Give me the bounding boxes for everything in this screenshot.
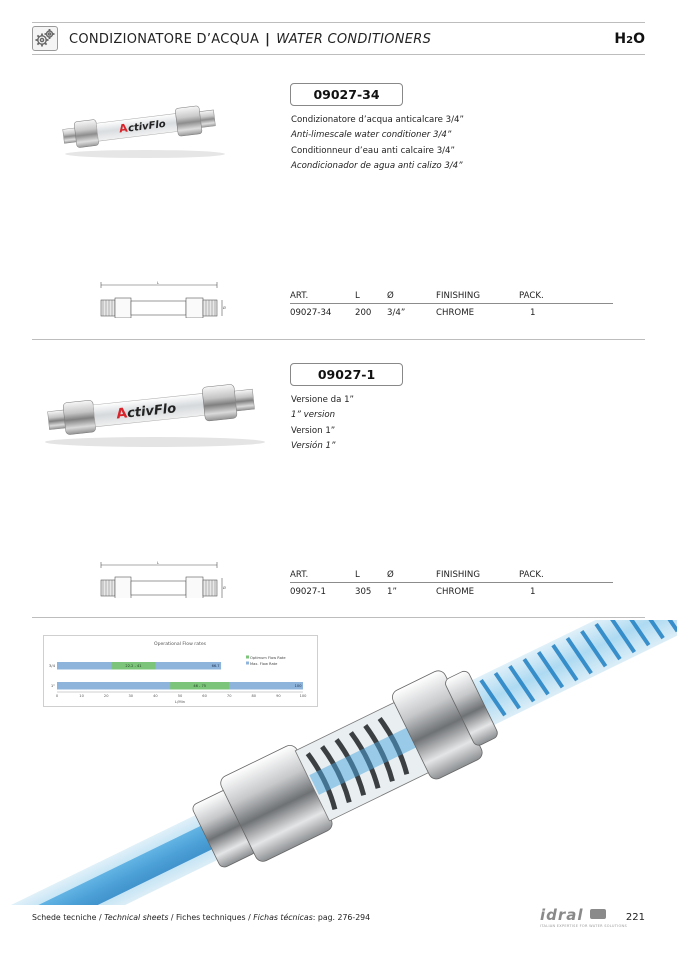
category-label: 3/4 — [48, 663, 55, 669]
h2o-badge: H2O — [614, 31, 645, 47]
description-spanish: Acondicionador de agua anti calizo 3/4” — [291, 161, 463, 172]
optimum-flow-label: 22.2 - 41 — [125, 664, 142, 669]
max-flow-label: 100 — [294, 684, 302, 689]
legend-optimum: Optimum Flow Rate — [250, 656, 286, 660]
idral-badge-icon — [590, 909, 606, 919]
description-french: Version 1” — [291, 425, 336, 436]
svg-text:A: A — [115, 405, 128, 423]
max-flow-label: 66.7 — [211, 664, 220, 669]
col-art: ART. — [290, 570, 309, 580]
legend-optimum-swatch — [246, 656, 249, 659]
description-italian: Versione da 1” — [291, 395, 354, 405]
idral-logo-text: idral — [540, 906, 584, 924]
legend-max-swatch — [246, 662, 249, 665]
x-tick-label: 70 — [226, 694, 232, 698]
col-length: L — [355, 291, 360, 301]
col-pack: PACK. — [519, 291, 544, 301]
page-title — [69, 32, 431, 47]
description-italian: Condizionatore d’acqua anticalcare 3/4” — [291, 115, 464, 125]
page-title-italian: CONDIZIONATORE D’ACQUA — [69, 32, 260, 47]
spec-table-header-09027-34 — [290, 291, 613, 303]
description-french: Conditionneur d’eau anti calcaire 3/4” — [291, 145, 455, 156]
x-tick-label: 10 — [79, 694, 84, 698]
section-divider — [32, 617, 645, 618]
header-bottom-rule — [32, 54, 645, 55]
col-diameter: Ø — [387, 291, 394, 301]
cell-pack: 1 — [530, 587, 536, 597]
table-row — [290, 587, 613, 599]
footer-technical-sheets — [32, 913, 370, 922]
cell-length: 200 — [355, 308, 372, 318]
spec-table-rule — [290, 582, 613, 583]
x-tick-label: 80 — [251, 694, 257, 698]
cell-pack: 1 — [530, 308, 536, 318]
x-tick-label: 50 — [177, 694, 183, 698]
idral-logo — [540, 906, 606, 924]
col-finishing: FINISHING — [436, 570, 480, 580]
footer-sheets-it: Schede tecniche / — [32, 913, 105, 922]
footer-sheets-fr: / Fiches techniques / — [168, 913, 254, 922]
col-pack: PACK. — [519, 570, 544, 580]
section-divider — [32, 339, 645, 340]
table-row — [290, 308, 613, 320]
product-photo-09027-1 — [20, 372, 270, 452]
x-tick-label: 30 — [128, 694, 134, 698]
page-number: 221 — [625, 912, 645, 923]
description-english: 1” version — [291, 410, 336, 421]
flow-rate-chart-svg — [44, 636, 317, 706]
article-code-09027-1: 09027-1 — [290, 363, 403, 386]
col-diameter: Ø — [387, 570, 394, 580]
title-separator: | — [265, 32, 271, 47]
idral-tagline: ITALIAN EXPERTISE FOR WATER SOLUTIONS — [540, 924, 628, 928]
x-tick-label: 0 — [55, 694, 59, 698]
footer-sheets-pages: : pag. 276-294 — [312, 913, 371, 922]
article-code-09027-34: 09027-34 — [290, 83, 403, 106]
activflo-logo: ctivFlo — [126, 401, 177, 422]
spec-table-header-09027-1 — [290, 570, 613, 582]
cell-diameter: 3/4” — [387, 308, 406, 318]
description-09027-34 — [291, 113, 464, 175]
category-label: 1" — [50, 683, 55, 689]
footer-sheets-es: Fichas técnicas — [253, 913, 313, 922]
flow-rate-chart — [43, 635, 318, 707]
drawing-diameter-label: Ø — [223, 586, 226, 590]
activflo-logo: ctivFlo — [127, 118, 167, 135]
cell-length: 305 — [355, 587, 372, 597]
spec-table-rule — [290, 303, 613, 304]
x-tick-label: 20 — [103, 694, 109, 698]
chart-title: Operational Flow rates — [153, 642, 207, 647]
cell-art: 09027-1 — [290, 587, 326, 597]
x-tick-label: 100 — [299, 694, 307, 698]
drawing-length-label: L — [157, 281, 159, 285]
col-finishing: FINISHING — [436, 291, 480, 301]
x-tick-label: 40 — [153, 694, 158, 698]
x-tick-label: 60 — [202, 694, 207, 698]
product-photo-09027-34 — [45, 92, 235, 162]
x-axis-label: L/Min — [174, 699, 186, 704]
optimum-flow-label: 46 - 75 — [193, 684, 207, 689]
cell-art: 09027-34 — [290, 308, 332, 318]
gears-icon — [32, 26, 58, 51]
header-top-rule — [32, 22, 645, 23]
cell-finishing: CHROME — [436, 587, 475, 597]
col-length: L — [355, 570, 360, 580]
drawing-length-label: L — [157, 561, 159, 565]
description-english: Anti-limescale water conditioner 3/4” — [291, 130, 452, 141]
page-title-english: WATER CONDITIONERS — [276, 32, 432, 47]
cell-diameter: 1” — [387, 587, 397, 597]
technical-drawing-09027-34 — [95, 278, 235, 318]
drawing-diameter-label: Ø — [223, 306, 226, 310]
x-tick-label: 90 — [276, 694, 281, 698]
cell-finishing: CHROME — [436, 308, 475, 318]
col-art: ART. — [290, 291, 309, 301]
svg-text:A: A — [118, 121, 129, 136]
description-spanish: Versión 1” — [291, 441, 336, 452]
legend-max: Max. Flow Rate — [250, 662, 278, 666]
description-09027-1 — [291, 393, 354, 455]
footer-sheets-en: Technical sheets — [104, 913, 169, 922]
technical-drawing-09027-1 — [95, 558, 235, 598]
